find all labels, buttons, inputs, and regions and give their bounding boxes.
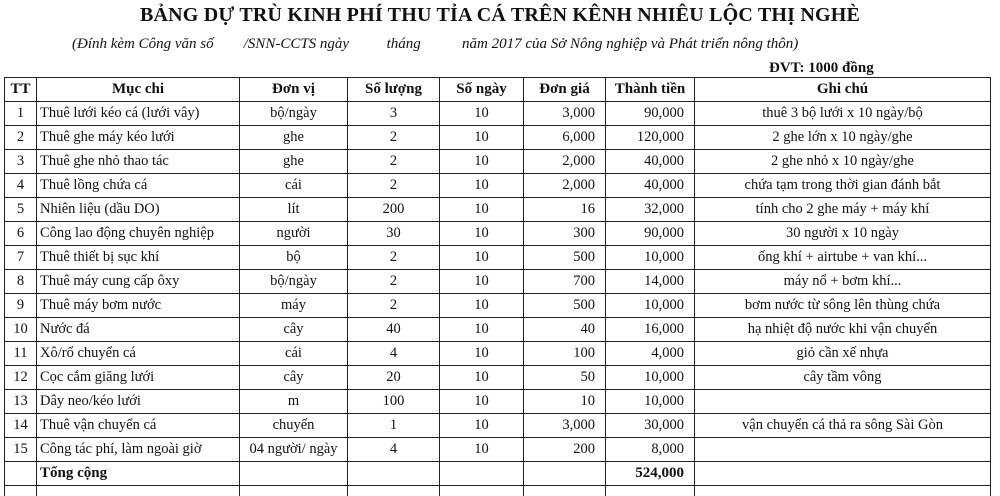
row-number: 15 <box>5 438 37 462</box>
row-days: 10 <box>440 414 524 438</box>
row-days: 10 <box>440 318 524 342</box>
row-item: Cọc cắm giăng lưới <box>37 366 240 390</box>
row-item: Thuê máy cung cấp ôxy <box>37 270 240 294</box>
row-quantity: 2 <box>348 246 440 270</box>
header-days: Số ngày <box>440 78 524 102</box>
document-title: BẢNG DỰ TRÙ KINH PHÍ THU TỈA CÁ TRÊN KÊNH NHIÊU LỘC THỊ NGHÈ <box>0 4 1000 27</box>
row-number: 8 <box>5 270 37 294</box>
table-row <box>5 150 991 174</box>
row-price: 500 <box>524 246 606 270</box>
row-quantity: 40 <box>348 318 440 342</box>
table-row <box>5 342 991 366</box>
header-row <box>5 78 991 102</box>
row-unit: chuyến <box>240 414 348 438</box>
row-item: Thuê máy bơm nước <box>37 294 240 318</box>
row-days: 10 <box>440 102 524 126</box>
row-amount: 30,000 <box>606 414 695 438</box>
row-number: 1 <box>5 102 37 126</box>
table-row <box>5 318 991 342</box>
budget-table <box>4 77 991 496</box>
row-price: 2,000 <box>524 150 606 174</box>
row-amount: 90,000 <box>606 102 695 126</box>
row-amount: 10,000 <box>606 294 695 318</box>
row-unit: cây <box>240 318 348 342</box>
row-quantity: 4 <box>348 438 440 462</box>
row-item: Thuê ghe nhỏ thao tác <box>37 150 240 174</box>
row-item: Thuê ghe máy kéo lưới <box>37 126 240 150</box>
row-item: Nhiên liệu (dầu DO) <box>37 198 240 222</box>
row-quantity: 20 <box>348 366 440 390</box>
row-number: 5 <box>5 198 37 222</box>
row-amount: 10,000 <box>606 390 695 414</box>
row-unit: m <box>240 390 348 414</box>
row-item: Công tác phí, làm ngoài giờ <box>37 438 240 462</box>
row-item: Thuê lưới kéo cá (lưới vây) <box>37 102 240 126</box>
header-unit: Đơn vị <box>240 78 348 102</box>
row-note: bơm nước từ sông lên thùng chứa <box>695 294 991 318</box>
row-number: 9 <box>5 294 37 318</box>
row-quantity: 2 <box>348 294 440 318</box>
row-note: giỏ cần xế nhựa <box>695 342 991 366</box>
row-item: Thuê vận chuyển cá <box>37 414 240 438</box>
row-number: 10 <box>5 318 37 342</box>
table-row <box>5 174 991 198</box>
row-days: 10 <box>440 246 524 270</box>
table-row <box>5 126 991 150</box>
cut-off-row <box>5 486 991 496</box>
table-row <box>5 366 991 390</box>
row-number: 3 <box>5 150 37 174</box>
row-quantity: 2 <box>348 270 440 294</box>
row-days: 10 <box>440 270 524 294</box>
total-amount: 524,000 <box>606 462 695 486</box>
cut-off-cell <box>240 486 348 496</box>
row-days: 10 <box>440 342 524 366</box>
row-price: 16 <box>524 198 606 222</box>
row-price: 200 <box>524 438 606 462</box>
row-item: Công lao động chuyên nghiệp <box>37 222 240 246</box>
row-unit: người <box>240 222 348 246</box>
header-price: Đơn giá <box>524 78 606 102</box>
header-item: Mục chi <box>37 78 240 102</box>
row-price: 500 <box>524 294 606 318</box>
row-unit: bộ/ngày <box>240 270 348 294</box>
row-days: 10 <box>440 126 524 150</box>
row-note: tính cho 2 ghe máy + máy khí <box>695 198 991 222</box>
row-amount: 40,000 <box>606 174 695 198</box>
total-empty-cell <box>524 462 606 486</box>
cut-off-cell <box>348 486 440 496</box>
row-unit: bộ <box>240 246 348 270</box>
cut-off-cell <box>5 486 37 496</box>
table-row <box>5 294 991 318</box>
row-unit: cây <box>240 366 348 390</box>
row-item: Nước đá <box>37 318 240 342</box>
row-note: thuê 3 bộ lưới x 10 ngày/bộ <box>695 102 991 126</box>
row-note <box>695 390 991 414</box>
row-item: Thuê lồng chứa cá <box>37 174 240 198</box>
unit-label: ĐVT: 1000 đồng <box>769 60 874 77</box>
row-price: 6,000 <box>524 126 606 150</box>
row-quantity: 2 <box>348 174 440 198</box>
row-unit: cái <box>240 342 348 366</box>
row-quantity: 200 <box>348 198 440 222</box>
row-unit: máy <box>240 294 348 318</box>
row-amount: 40,000 <box>606 150 695 174</box>
header-amount: Thành tiền <box>606 78 695 102</box>
row-quantity: 30 <box>348 222 440 246</box>
row-unit: bộ/ngày <box>240 102 348 126</box>
row-item: Xô/rổ chuyển cá <box>37 342 240 366</box>
row-quantity: 2 <box>348 126 440 150</box>
row-number: 12 <box>5 366 37 390</box>
row-number: 13 <box>5 390 37 414</box>
row-days: 10 <box>440 222 524 246</box>
table-body <box>5 102 991 462</box>
table-row <box>5 198 991 222</box>
row-note: ống khí + airtube + van khí... <box>695 246 991 270</box>
row-unit: cái <box>240 174 348 198</box>
row-item: Dây neo/kéo lưới <box>37 390 240 414</box>
header-qty: Số lượng <box>348 78 440 102</box>
row-quantity: 2 <box>348 150 440 174</box>
row-note <box>695 438 991 462</box>
row-note: 2 ghe lớn x 10 ngày/ghe <box>695 126 991 150</box>
cut-off-cell <box>440 486 524 496</box>
row-note: 2 ghe nhỏ x 10 ngày/ghe <box>695 150 991 174</box>
total-empty-cell <box>695 462 991 486</box>
header-tt: TT <box>5 78 37 102</box>
table-row <box>5 246 991 270</box>
row-amount: 4,000 <box>606 342 695 366</box>
cut-off-cell <box>37 486 240 496</box>
row-note: cây tầm vông <box>695 366 991 390</box>
row-quantity: 4 <box>348 342 440 366</box>
header-note: Ghi chú <box>695 78 991 102</box>
total-row <box>5 462 991 486</box>
row-amount: 10,000 <box>606 246 695 270</box>
row-price: 3,000 <box>524 102 606 126</box>
row-days: 10 <box>440 174 524 198</box>
row-amount: 120,000 <box>606 126 695 150</box>
row-price: 10 <box>524 390 606 414</box>
row-number: 4 <box>5 174 37 198</box>
row-amount: 14,000 <box>606 270 695 294</box>
table-row <box>5 390 991 414</box>
total-empty-cell <box>240 462 348 486</box>
row-price: 700 <box>524 270 606 294</box>
row-amount: 10,000 <box>606 366 695 390</box>
row-price: 40 <box>524 318 606 342</box>
row-price: 300 <box>524 222 606 246</box>
cut-off-cell <box>695 486 991 496</box>
row-note: máy nổ + bơm khí... <box>695 270 991 294</box>
table-row <box>5 414 991 438</box>
table-row <box>5 222 991 246</box>
row-number: 6 <box>5 222 37 246</box>
total-empty-cell <box>440 462 524 486</box>
row-number: 11 <box>5 342 37 366</box>
row-days: 10 <box>440 390 524 414</box>
row-note: 30 người x 10 ngày <box>695 222 991 246</box>
row-days: 10 <box>440 198 524 222</box>
row-price: 3,000 <box>524 414 606 438</box>
row-days: 10 <box>440 294 524 318</box>
row-note: vận chuyển cá thả ra sông Sài Gòn <box>695 414 991 438</box>
row-price: 50 <box>524 366 606 390</box>
row-number: 7 <box>5 246 37 270</box>
total-empty-cell <box>348 462 440 486</box>
row-unit: ghe <box>240 126 348 150</box>
row-quantity: 100 <box>348 390 440 414</box>
row-unit: 04 người/ ngày <box>240 438 348 462</box>
cut-off-cell <box>606 486 695 496</box>
row-price: 2,000 <box>524 174 606 198</box>
row-amount: 8,000 <box>606 438 695 462</box>
row-number: 14 <box>5 414 37 438</box>
row-days: 10 <box>440 438 524 462</box>
row-item: Thuê thiết bị sục khí <box>37 246 240 270</box>
row-quantity: 3 <box>348 102 440 126</box>
table-row <box>5 270 991 294</box>
row-days: 10 <box>440 150 524 174</box>
document-subtitle: (Đính kèm Công văn số /SNN-CCTS ngày tháng năm 2017 của Sở Nông nghiệp và Phát triển nông thôn) <box>72 36 972 53</box>
row-amount: 32,000 <box>606 198 695 222</box>
row-number: 2 <box>5 126 37 150</box>
row-amount: 90,000 <box>606 222 695 246</box>
total-label: Tổng cộng <box>37 462 240 486</box>
table-row <box>5 438 991 462</box>
table-row <box>5 102 991 126</box>
row-unit: lít <box>240 198 348 222</box>
row-days: 10 <box>440 366 524 390</box>
row-note: chứa tạm trong thời gian đánh bắt <box>695 174 991 198</box>
row-note: hạ nhiệt độ nước khi vận chuyển <box>695 318 991 342</box>
row-amount: 16,000 <box>606 318 695 342</box>
row-unit: ghe <box>240 150 348 174</box>
row-quantity: 1 <box>348 414 440 438</box>
row-price: 100 <box>524 342 606 366</box>
cut-off-cell <box>524 486 606 496</box>
total-tt-cell <box>5 462 37 486</box>
